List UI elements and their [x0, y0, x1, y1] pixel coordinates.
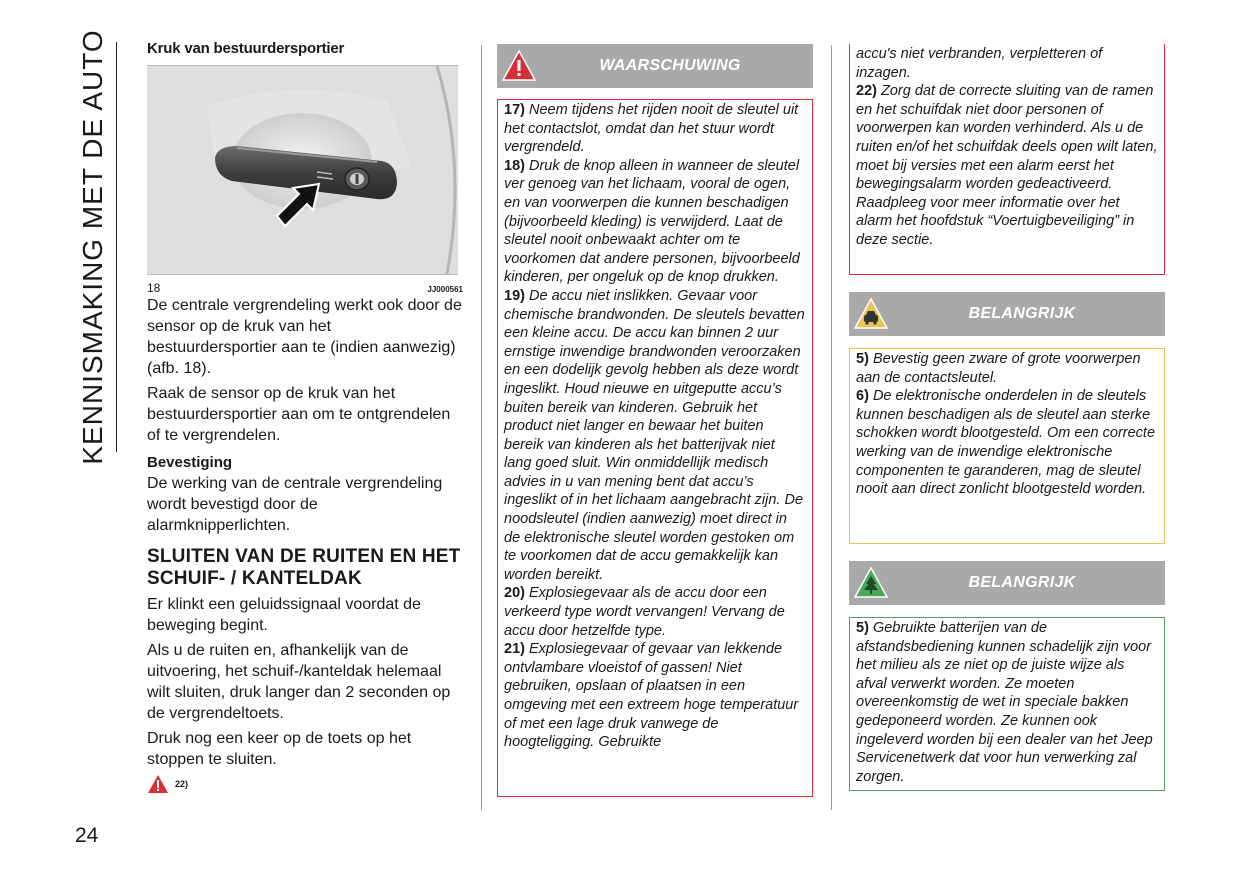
warning-box [497, 99, 813, 797]
figure-caption [147, 281, 463, 295]
warning-triangle-icon [147, 774, 169, 794]
subheading-confirmation: Bevestiging [147, 454, 233, 471]
warning-triangle-icon [501, 48, 537, 84]
important-header-label: BELANGRIJK [968, 305, 1076, 322]
environment-tree-icon [853, 565, 889, 601]
paragraph-sensor: De centrale vergrendeling werkt ook door de sensor op de kruk van het bestuurdersportier aan te (indien aanwezig) (afb. 18). [147, 297, 462, 377]
important-box [849, 348, 1165, 544]
chapter-title-text: KENNISMAKING MET DE AUTO [77, 29, 108, 465]
warning-item: 19) De accu niet inslikken. Gevaar voor chemische brandwonden. De sleutels bevatten een kleine accu. De accu kan binnen 2 uur ernstige inwendige brandwonden veroorzaken en een dodelijk gevolg hebben als deze wordt ingeslikt. Houd nieuwe en uitgeputte accu’s buiten bereik van kinderen. Gebruik het product niet langer en bewaar het buiten bereik van kinderen als het batterijvak niet lang goed sluit. Win onmiddellijk medisch advies in u van mening bent dat accu’s ingeslikt of in het lichaam aangebracht zijn. De noodsleutel (indien aanwezig) moet direct in de elektronische sleutel worden gestoken om te voorkomen dat de accu gemakkelijk kan worden bereikt. [504, 287, 805, 583]
environment-header-bar [849, 561, 1165, 605]
paragraph-closing: Als u de ruiten en, afhankelijk van de uitvoering, het schuif-/kanteldak helemaal wilt sluiten, druk langer dan 2 seconden op de vergrendeltoets. [147, 642, 451, 722]
warning-item: 21) Explosiegevaar of gevaar van lekkende ontvlambare vloeistof of gassen! Niet gebruiken, opslaan of plaatsen in een omgeving met een extreem hoge temperatuur of met een lage druk vanwege de hoogteligging. Gebruikte [504, 641, 799, 751]
environment-box [849, 617, 1165, 791]
warning-item: 22) Zorg dat de correcte sluiting van de ramen en het schuifdak niet door personen of voorwerpen kan worden verhinderd. Als u de ruiten en/of het schuifdak deels open wilt laten, moet bij versies met een alarm eerst het bewegingsalarm worden gedeactiveerd. Raadpleeg voor meer informatie over het alarm het hoofdstuk “Voertuigbeveiliging” in deze sectie. [856, 83, 1158, 248]
environment-header-label: BELANGRIJK [968, 574, 1076, 591]
warning-item: 17) Neem tijdens het rijden nooit de sleutel uit het contactslot, omdat dan het stuur wordt vergrendeld. [504, 102, 799, 156]
paragraph-confirmation: De werking van de centrale vergrendeling wordt bevestigd door de alarmknipperlichten. [147, 475, 443, 534]
paragraph-signal: Er klinkt een geluidssignaal voordat de beweging begint. [147, 596, 421, 634]
figure-code: JJ000561 [427, 285, 463, 294]
warning-continued-text: accu's niet verbranden, verpletteren of inzagen. [856, 46, 1103, 81]
figure-number: 18 [147, 281, 161, 295]
important-item: 6) De elektronische onderdelen in de sleutels kunnen beschadigen als de sleutel aan sterke schokken wordt blootgesteld. Om een correcte werking van de inwendige elektronische componenten te garanderen, mag de sleutel nooit aan direct zonlicht blootgesteld worden. [856, 388, 1156, 498]
important-item: 5) Bevestig geen zware of grote voorwerpen aan de contactsleutel. [856, 351, 1141, 386]
environment-item: 5) Gebruikte batterijen van de afstandsbediening kunnen schadelijk zijn voor het milieu als ze niet op de juiste wijze als afval verwerkt worden. Ze moeten overeenkomstig de wet in speciale bakken gedeponeerd worden. Ze kunnen ook ingeleverd worden bij een dealer van het Jeep Servicenetwerk dat voor hun verwerking zal zorgen. [856, 620, 1153, 785]
warning-reference-number: 22) [175, 779, 189, 789]
chapter-side-title [70, 29, 117, 465]
section-heading: SLUITEN VAN DE RUITEN EN HET SCHUIF- / KANTELDAK [147, 546, 461, 589]
paragraph-touch-sensor: Raak de sensor op de kruk van het bestuurdersportier aan om te ontgrendelen of te vergrendelen. [147, 385, 451, 444]
door-handle-illustration [147, 66, 458, 274]
column-divider-1 [481, 45, 482, 810]
column-left [147, 40, 463, 794]
warning-item: 18) Druk de knop alleen in wanneer de sleutel ver genoeg van het lichaam, vooral de ogen, en van voorwerpen die kunnen beschadigen (bijvoorbeeld kleding) is verwijderd. Laat de sleutel nooit onbewaakt achter om te voorkomen dat andere personen, bijvoorbeeld kinderen, per ongeluk op de knop drukken. [504, 157, 800, 286]
important-header-bar [849, 292, 1165, 336]
warning-reference [147, 774, 463, 794]
paragraph-stop: Druk nog een keer op de toets op het stoppen te sluiten. [147, 730, 412, 768]
warning-box-continued [849, 44, 1165, 275]
warning-item: 20) Explosiegevaar als de accu door een verkeerd type wordt vervangen! Vervang de accu door hetzelfde type. [504, 585, 785, 639]
column-divider-2 [831, 45, 832, 810]
figure-title: Kruk van bestuurdersportier [147, 40, 345, 57]
warning-header-bar [497, 44, 813, 88]
warning-header-label: WAARSCHUWING [599, 57, 741, 74]
door-handle-figure [147, 65, 458, 275]
page-number: 24 [75, 824, 99, 847]
important-car-icon [853, 296, 889, 332]
